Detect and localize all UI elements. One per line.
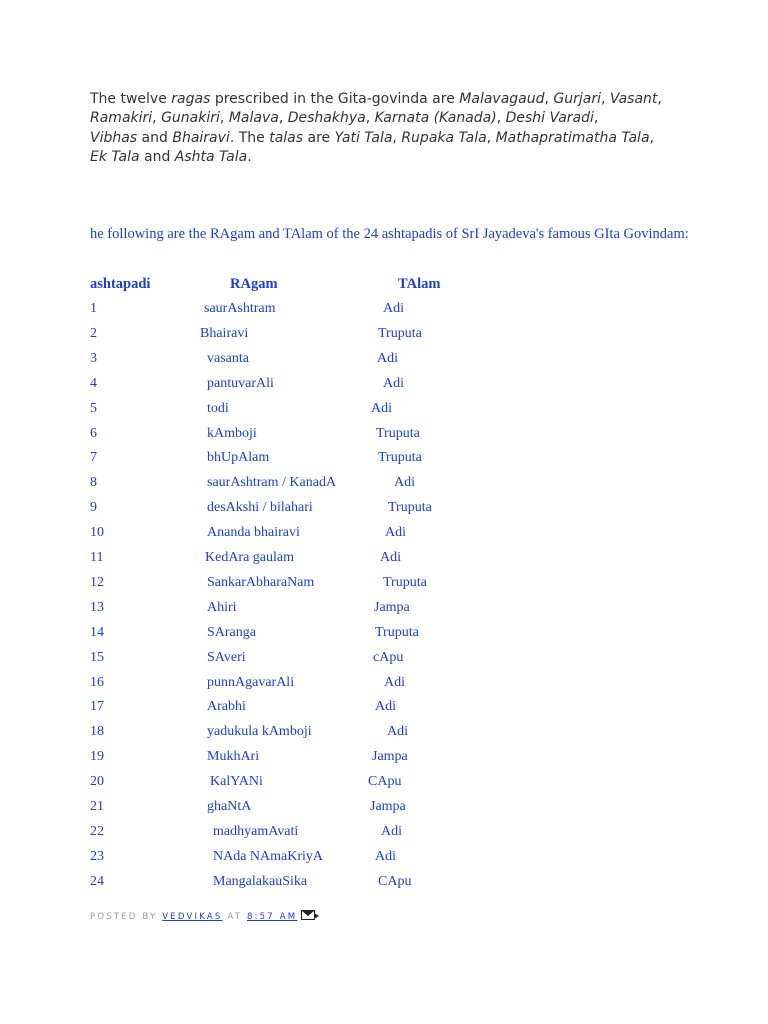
talam-name: Truputa xyxy=(388,500,432,516)
table-row xyxy=(0,500,768,520)
talam-name: CApu xyxy=(368,774,402,790)
post-footer xyxy=(90,910,315,922)
raga-name: Vasant xyxy=(609,91,658,107)
talam-name: Adi xyxy=(381,823,402,839)
intro-text: . The xyxy=(229,129,270,146)
ragam-name: yadukula kAmboji xyxy=(207,724,312,740)
ashtapadi-number: 16 xyxy=(90,674,104,690)
ragam-name: desAkshi / bilahari xyxy=(207,500,313,516)
header-talam: TAlam xyxy=(398,276,441,292)
ashtapadi-number: 15 xyxy=(90,649,104,665)
tala-name: Yati Tala xyxy=(334,129,393,146)
talam-name: Truputa xyxy=(378,325,422,341)
ragam-name: Ahiri xyxy=(207,599,237,615)
intro-text: are xyxy=(303,129,335,146)
tala-name: Rupaka Tala xyxy=(401,129,487,146)
ashtapadi-number: 1 xyxy=(90,301,97,316)
ashtapadi-number: 11 xyxy=(90,550,104,565)
ragam-name: madhyamAvati xyxy=(213,823,299,839)
table-row xyxy=(0,525,768,545)
intro-text: , xyxy=(219,110,229,127)
table-row xyxy=(0,849,768,869)
raga-name: Vibhas xyxy=(90,129,138,146)
talam-name: Adi xyxy=(371,400,392,416)
ashtapadi-number: 23 xyxy=(90,848,104,864)
talam-name: Truputa xyxy=(383,574,427,590)
talam-name: Jampa xyxy=(370,799,406,814)
ragam-name: bhUpAlam xyxy=(207,450,270,466)
talam-name: Adi xyxy=(383,301,404,316)
intro-text: , xyxy=(278,110,288,127)
raga-name: Bhairavi xyxy=(172,129,230,146)
ragam-name: saurAshtram xyxy=(204,301,276,316)
talam-name: Adi xyxy=(380,550,401,565)
ashtapadi-number: 13 xyxy=(90,599,104,615)
ragam-name: Ananda bhairavi xyxy=(207,525,300,541)
talam-name: Adi xyxy=(377,350,398,366)
ragam-name: ghaNtA xyxy=(207,799,252,814)
ashtapadi-number: 8 xyxy=(90,475,97,491)
author-link[interactable]: VEDVIKAS xyxy=(162,912,223,922)
raga-name: Malavagaud xyxy=(459,91,545,107)
ashtapadi-number: 9 xyxy=(90,500,97,516)
header-ashtapadi: ashtapadi xyxy=(90,276,151,292)
intro-text: , xyxy=(486,129,496,146)
table-row xyxy=(0,351,768,371)
raga-name: Deshakhya xyxy=(287,110,366,127)
intro-text: , xyxy=(392,129,402,146)
ragam-name: MukhAri xyxy=(207,749,260,765)
ashtapadi-number: 22 xyxy=(90,823,104,839)
ashtapadi-number: 12 xyxy=(90,574,104,590)
talam-name: Adi xyxy=(385,525,406,541)
talam-name: Adi xyxy=(383,375,404,391)
ashtapadi-number: 3 xyxy=(90,350,97,366)
intro-text: prescribed in the Gita-govinda are xyxy=(210,91,460,107)
tala-name: Mathapratimatha Tala xyxy=(495,129,650,146)
table-row xyxy=(0,625,768,645)
intro-text: , xyxy=(657,91,662,107)
intro-italic: ragas xyxy=(171,91,211,107)
ashtapadi-number: 5 xyxy=(90,400,97,416)
intro-text: and xyxy=(137,129,173,146)
email-post-icon[interactable] xyxy=(301,910,315,920)
ashtapadi-number: 20 xyxy=(90,774,104,790)
talam-name: Jampa xyxy=(374,599,410,615)
table-row xyxy=(0,699,768,719)
table-row xyxy=(0,724,768,744)
table-row xyxy=(0,600,768,620)
ragam-name: todi xyxy=(207,400,229,416)
intro-text: and xyxy=(139,148,175,165)
raga-name: Ramakiri xyxy=(90,110,153,127)
ashtapadi-number: 17 xyxy=(90,699,104,715)
table-row xyxy=(0,799,768,819)
ashtapadi-number: 7 xyxy=(90,450,97,466)
tala-name: Ashta Tala xyxy=(174,148,248,165)
ragam-name: Bhairavi xyxy=(200,325,249,341)
ashtapadi-number: 24 xyxy=(90,873,104,889)
intro-text: , xyxy=(152,110,162,127)
raga-name: Karnata (Kanada) xyxy=(374,110,497,127)
ashtapadi-number: 19 xyxy=(90,749,104,765)
posted-by-label: POSTED BY xyxy=(90,912,163,922)
table-row xyxy=(0,426,768,446)
talam-name: CApu xyxy=(378,873,412,889)
talam-name: Truputa xyxy=(375,624,419,640)
ragam-name: pantuvarAli xyxy=(207,375,274,391)
header-ragam: RAgam xyxy=(230,276,278,292)
raga-name: Malava xyxy=(228,110,279,127)
talam-name: Adi xyxy=(375,848,396,864)
table-row xyxy=(0,575,768,595)
ragam-name: NAda NAmaKriyA xyxy=(213,848,324,864)
ragam-name: SankarAbharaNam xyxy=(207,574,315,590)
intro-text: The twelve xyxy=(90,91,172,107)
talam-name: cApu xyxy=(373,649,404,665)
intro-paragraph xyxy=(90,90,690,167)
table-row xyxy=(0,376,768,396)
intro-line-3 xyxy=(90,129,690,148)
ashtapadi-number: 2 xyxy=(90,325,97,341)
ashtapadi-list-heading: he following are the RAgam and TAlam of the 24 ashtapadis of SrI Jayadeva's famous GIta Govindam: xyxy=(90,226,689,242)
intro-line-1 xyxy=(90,90,690,109)
raga-name: Deshi Varadi xyxy=(505,110,594,127)
talam-name: Adi xyxy=(384,674,405,690)
intro-line-2 xyxy=(90,109,690,128)
ragam-name: SAranga xyxy=(207,624,256,640)
ragam-name: saurAshtram / KanadA xyxy=(207,475,337,491)
ragam-name: MangalakauSika xyxy=(213,873,308,889)
table-header-row xyxy=(0,276,768,296)
at-label: AT xyxy=(222,912,247,922)
intro-text: , xyxy=(496,110,506,127)
raga-name: Gunakiri xyxy=(161,110,220,127)
table-row xyxy=(0,749,768,769)
table-row xyxy=(0,650,768,670)
intro-text: , xyxy=(593,110,599,127)
intro-text: , xyxy=(601,91,610,107)
ragam-name: punnAgavarAli xyxy=(207,674,295,690)
intro-italic: talas xyxy=(269,129,304,146)
ragam-name: KalYANi xyxy=(210,774,263,790)
talam-name: Truputa xyxy=(378,450,422,466)
table-row xyxy=(0,550,768,570)
table-row xyxy=(0,301,768,321)
table-row xyxy=(0,774,768,794)
talam-name: Jampa xyxy=(372,749,408,765)
ragam-name: vasanta xyxy=(207,350,249,366)
talam-name: Adi xyxy=(387,724,408,740)
ashtapadi-number: 10 xyxy=(90,525,104,541)
talam-name: Truputa xyxy=(376,425,420,441)
ragam-name: kAmboji xyxy=(207,425,257,441)
intro-text: , xyxy=(365,110,375,127)
table-row xyxy=(0,326,768,346)
intro-text: . xyxy=(247,148,252,165)
table-row xyxy=(0,401,768,421)
ashtapadi-number: 6 xyxy=(90,425,97,441)
ragam-name: KedAra gaulam xyxy=(205,550,295,565)
timestamp-link[interactable]: 8:57 AM xyxy=(247,912,298,922)
table-row xyxy=(0,675,768,695)
ragam-name: SAveri xyxy=(207,649,246,665)
table-row xyxy=(0,824,768,844)
ragam-name: Arabhi xyxy=(207,699,246,715)
intro-line-4 xyxy=(90,148,690,167)
raga-name: Gurjari xyxy=(553,91,601,107)
table-row xyxy=(0,475,768,495)
table-row xyxy=(0,450,768,470)
talam-name: Adi xyxy=(394,475,415,491)
intro-text: , xyxy=(544,91,554,107)
table-row xyxy=(0,874,768,894)
ashtapadi-number: 14 xyxy=(90,624,104,640)
intro-text: , xyxy=(649,129,654,146)
ashtapadi-number: 4 xyxy=(90,375,97,391)
ashtapadi-number: 18 xyxy=(90,724,104,740)
ashtapadi-number: 21 xyxy=(90,799,104,814)
tala-name: Ek Tala xyxy=(90,148,140,165)
talam-name: Adi xyxy=(375,699,396,715)
